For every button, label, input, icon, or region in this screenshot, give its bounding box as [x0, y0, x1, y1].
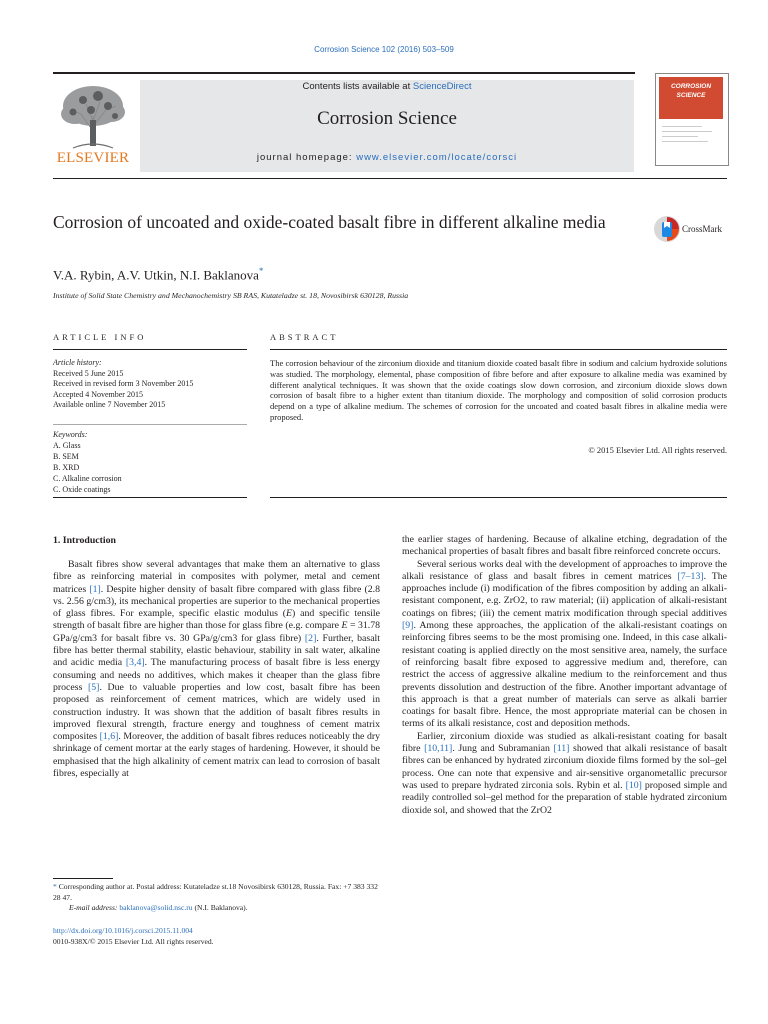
journal-cover-thumbnail [655, 73, 729, 166]
reference-link[interactable]: [9] [402, 620, 414, 632]
cover-text-line [662, 136, 698, 137]
homepage-prefix: journal homepage: [256, 152, 357, 163]
paragraph [53, 559, 380, 780]
corresponding-author-footnote [53, 882, 383, 914]
abstract-copyright: © 2015 Elsevier Ltd. All rights reserved. [588, 445, 727, 455]
text-run: . Further, basalt fibre has better thermal stability, elastic behaviour, stability in salt water, alkaline and acidic media [53, 632, 380, 669]
text-run: Basalt fibres show several advantages that make them an alternative to glass fibre as reinforcing material in composites with polymer, metal and cement matrices [53, 559, 380, 595]
text-run: . Jung and Subramanian [452, 743, 554, 755]
email-link[interactable]: baklanova@solid.nsc.ru [119, 903, 193, 912]
text-run: . The approaches include (i) modification of the fibres composition by adding an alkali-resistant component, e.g. ZrO2, to raw material; (ii) application of alkali-resistant coatings on fibres; (iii) the cement matrix modification through special additives [402, 570, 728, 619]
reference-link[interactable]: [1,6] [99, 731, 119, 743]
reference-link[interactable]: [10] [625, 779, 642, 791]
text-run: Earlier, zirconium dioxide was studied as alkali-resistant coating for basalt fibre [402, 730, 727, 755]
keyword-item: A. Glass [53, 441, 81, 450]
elsevier-wordmark: ELSEVIER [56, 150, 130, 166]
history-item: Received in revised form 3 November 2015 [53, 379, 194, 389]
journal-citation-link[interactable]: Corrosion Science 102 (2016) 503–509 [314, 45, 454, 54]
paragraph: the earlier stages of hardening. Because of alkaline etching, degradation of the mechanical properties of basalt fibres and basalt fibre reinforced concrete occurs. [402, 534, 727, 558]
body-column-left [53, 559, 380, 780]
text-run: = 31.78 GPa/g/cm3 for basalt fibre vs. 30 GPa/g/cm3 for glass fibre) [53, 620, 380, 644]
text-run: . The manufacturing process of basalt fibre is less energy consuming and needs no additives, which makes it cheaper than the glass fibre process [53, 657, 380, 693]
reference-link[interactable]: [10,11] [424, 743, 453, 755]
math-symbol: E [341, 620, 348, 632]
body-column-right [402, 534, 727, 817]
text-run: ) and specific tensile strength of basalt fibre are higher than those for glass fibre (e.g. compare [53, 608, 380, 632]
footnote-line [53, 882, 383, 903]
reference-link[interactable]: [2] [304, 632, 317, 644]
paper-title: Corrosion of uncoated and oxide-coated basalt fibre in different alkaline media [53, 212, 606, 232]
abstract-text: The corrosion behaviour of the zirconium dioxide and titanium dioxide coated basalt fibre in sodium and calcium hydroxide solutions was studied. The morphology, elemental, phase composition of fibre before and after exposure to alkaline media was examined by different analytical techniques. It was shown that the oxide coatings slow down corrosion, and zirconium dioxide slows down corrosion of basalt fibre to a higher extent than titanium dioxide. The morphology and composition of solid corrosion products depend on a type of alkaline medium. The schemes of corrosion for the uncoated and coated basalt fibres in alkaline media were proposed. [270, 358, 727, 422]
keyword-item: B. XRD [53, 463, 80, 472]
keyword-item: B. SEM [53, 452, 79, 461]
keywords [53, 429, 248, 495]
cover-text-line [662, 141, 708, 142]
abstract-heading: ABSTRACT [270, 332, 339, 342]
issn-line: 0010-938X/© 2015 Elsevier Ltd. All rights reserved. [53, 936, 214, 946]
article-history [53, 358, 248, 411]
author-list [53, 266, 263, 283]
reference-link[interactable]: [11] [553, 743, 570, 755]
contents-prefix: Contents lists available at [302, 81, 413, 92]
article-info-heading: ARTICLE INFO [53, 332, 147, 342]
journal-name: Corrosion Science [317, 108, 457, 129]
history-divider [53, 424, 247, 425]
keyword-item: C. Alkaline corrosion [53, 474, 122, 483]
section-heading-introduction: 1. Introduction [53, 535, 116, 546]
contents-available-line [140, 81, 634, 92]
text-run: . Despite higher density of basalt fibre compared with glass fibre (2.8 vs. 2.56 g/cm3), its mechanical properties are superior to the mechanical properties of glass fibres. For example, specific elastic modulus ( [53, 583, 380, 620]
abstract-rule [270, 349, 727, 350]
footnote-email-line [53, 903, 383, 914]
history-label: Article history: [53, 358, 102, 367]
footnote-text: Corresponding author at. Postal address: Kutateladze st.18 Novosibirsk 630128, Russia. Fax: +7 383 332 28 47. [53, 882, 378, 902]
doi-block [53, 926, 383, 947]
reference-link[interactable]: [7–13] [677, 570, 704, 582]
article-info-bottom-rule [53, 497, 247, 498]
text-run: showed that alkali resistance of basalt fibres can be enhanced by hydrated zirconium dioxide films formed by the sol–gel process. One can note that expensive and air-sensitive organometallic precursor was used to prepare hydrated zirconia sols. Rybin et al. [402, 743, 727, 791]
affiliation: Institute of Solid State Chemistry and Mechanochemistry SB RAS, Kutateladze st. 18, Novosibirsk 630128, Russia [53, 291, 409, 300]
header-bottom-rule [53, 178, 727, 179]
cover-title: CORROSION SCIENCE [670, 83, 712, 99]
history-item: Received 5 June 2015 [53, 368, 124, 378]
keyword-item: C. Oxide coatings [53, 485, 111, 494]
sciencedirect-link[interactable]: ScienceDirect [412, 81, 472, 92]
reference-link[interactable]: [3,4] [125, 657, 145, 669]
text-run: . Due to valuable properties and low cost, basalt fibre has been proposed as reinforcement of cement matrices, which are widely used in construction industry. It was shown that the addition of basalt fibres results in improved flexural strength, fracture energy and toughness of cement matrix composites [53, 681, 380, 743]
text-run: Several serious works deal with the development of approaches to improve the alkali resistance of glass and basalt fibres in cement matrices [402, 558, 727, 582]
math-symbol: E [286, 608, 293, 620]
footnote-mark: * [53, 882, 57, 891]
keywords-label: Keywords: [53, 430, 88, 439]
history-item: Available online 7 November 2015 [53, 400, 166, 410]
authors: V.A. Rybin, A.V. Utkin, N.I. Baklanova [53, 267, 259, 283]
text-run: . Among these approaches, the application of the alkali-resistant coatings on reinforcing fibres seems to be the most promising one. Indeed, in this case alkali-resistant coating is applied directly on the most sensitive area, namely, the surface of reinforcing basalt fibre exposed to aggressive medium and, therefore, can restrict the access of aggressive alkaline medium to the reinforcement and thus prevents dissolution and destruction of the fibre. Another important advantage of this approach is that a great number of materials can serve as alkali barrier coatings for basalt fibre. Hence, the most appropriate material can be chosen in terms of its alkali resistance, cost and deposition methods. [402, 620, 727, 730]
doi-link[interactable]: http://dx.doi.org/10.1016/j.corsci.2015.11.004 [53, 926, 193, 935]
footnote-rule [53, 878, 113, 879]
crossmark-label[interactable]: CrossMark [682, 224, 722, 234]
email-suffix: (N.I. Baklanova). [192, 903, 248, 912]
email-label: E-mail address: [69, 903, 120, 912]
article-info-rule [53, 349, 247, 350]
abstract-bottom-rule [270, 497, 727, 498]
text-run: proposed simple and readily controlled sol–gel method for the preparation of stable hydrated zirconium dioxide sol, and showed that the ZrO2 [402, 779, 727, 816]
homepage-link[interactable]: www.elsevier.com/locate/corsci [356, 152, 518, 163]
paragraph [402, 559, 727, 731]
cover-text-line [662, 131, 712, 132]
corresponding-author-mark[interactable]: * [258, 266, 264, 276]
top-rule [53, 72, 635, 74]
text-run: . Moreover, the addition of basalt fibres reduces noticeably the dry shrinkage of cement mortar at the early stages of hardening. However, it should be emphasised that the high alkalinity of cement matrix can lead to corrosion of basalt fibres, especially at [53, 731, 381, 780]
reference-link[interactable]: [1] [89, 583, 101, 595]
cover-text-line [662, 126, 702, 127]
reference-link[interactable]: [5] [88, 681, 100, 693]
journal-homepage-line [140, 152, 634, 163]
paragraph [402, 731, 727, 817]
history-item: Accepted 4 November 2015 [53, 389, 143, 399]
